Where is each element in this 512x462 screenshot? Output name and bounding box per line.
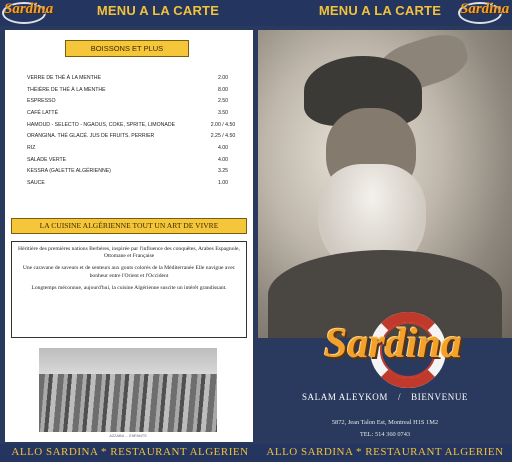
item-price: 3.50 [217, 109, 229, 116]
menu-left-panel [5, 30, 253, 442]
item-name: THÉIÈRE DE THÉ À LA MENTHE [27, 86, 106, 93]
drinks-heading: BOISSONS ET PLUS [65, 40, 189, 57]
item-price: 2.25 / 4.50 [210, 133, 236, 140]
menu-title-right: MENU A LA CARTE [318, 3, 442, 18]
item-name: SAUCE [27, 180, 45, 187]
list-item [27, 177, 239, 189]
story-paragraph: Héritière des premières nations Berbères, inspirée par l'influence des conquêtes, Arabes Espagnole, Ottomane et Française [18, 246, 240, 260]
welcome-text: BIENVENUE [411, 392, 469, 402]
top-banner [0, 0, 512, 26]
sardina-logo [288, 312, 498, 376]
item-price: 2.50 [217, 98, 229, 105]
sardina-logo-text: Sardina [324, 321, 462, 367]
list-item [27, 154, 239, 166]
item-name: VERRE DE THÉ À LA MENTHE [27, 74, 101, 81]
welcome-panel [258, 30, 512, 442]
photo-caption: AZZABA ... ENFANTS [109, 434, 147, 438]
phone: TEL: 514 360 0743 [359, 431, 411, 438]
bottom-banner [0, 444, 512, 462]
item-name: RIZ [27, 144, 36, 151]
list-item [27, 84, 239, 96]
item-name: ESPRESSO [27, 98, 56, 105]
item-name: KESSRA (GALETTE ALGÉRIENNE) [27, 168, 111, 175]
list-item [27, 95, 239, 107]
item-name: SALADE VERTE [27, 156, 67, 163]
sardina-logo-right: Sardina [460, 1, 510, 17]
greeting: SALAM ALEYKOM [301, 392, 389, 402]
menu-title-left: MENU A LA CARTE [96, 3, 220, 18]
item-price: 8.00 [217, 86, 229, 93]
list-item [27, 142, 239, 154]
cuisine-description [11, 241, 247, 338]
item-price: 2.00 / 4.50 [210, 121, 236, 128]
list-item [27, 72, 239, 84]
welcome-line [258, 392, 512, 402]
item-name: CAFÉ LATTÉ [27, 109, 59, 116]
cuisine-heading: LA CUISINE ALGÉRIENNE TOUT UN ART DE VIVRE [11, 218, 247, 234]
footer-left: ALLO SARDINA * RESTAURANT ALGERIEN [11, 446, 249, 458]
story-paragraph: Une caravane de saveurs et de senteurs aux gouts colorés de la Méditerranée Elle navigue avec bonheur entre l'Orient et l'Occident [22, 265, 236, 279]
list-item [27, 166, 239, 178]
list-item [27, 107, 239, 119]
item-price: 4.00 [217, 144, 229, 151]
item-name: ORANGINA. THÉ GLACÉ. JUS DE FRUITS. PERRIER [27, 133, 155, 140]
list-item [27, 130, 239, 142]
story-paragraph: Longtemps méconnue, aujourd'hui, la cuisine Algérienne suscite un intérêt grandissant. [31, 284, 227, 291]
list-item [27, 119, 239, 131]
item-name: HAMOUD - SELECTO - NGAOUS, COKE, SPRITE, LIMONADE [27, 121, 176, 128]
item-price: 2.00 [217, 74, 229, 81]
item-price: 4.00 [217, 156, 229, 163]
item-price: 3.25 [217, 168, 229, 175]
footer-right: ALLO SARDINA * RESTAURANT ALGERIEN [266, 446, 504, 458]
item-price: 1.00 [217, 180, 229, 187]
drinks-list [27, 72, 239, 189]
greeting-separator: / [398, 392, 402, 402]
fisherman-portrait [258, 30, 512, 338]
sardina-logo-left: Sardina [4, 1, 54, 17]
address: 5872, Jean Talon Est, Montreal H1S 1M2 [331, 419, 439, 426]
historic-town-photo [39, 348, 217, 432]
